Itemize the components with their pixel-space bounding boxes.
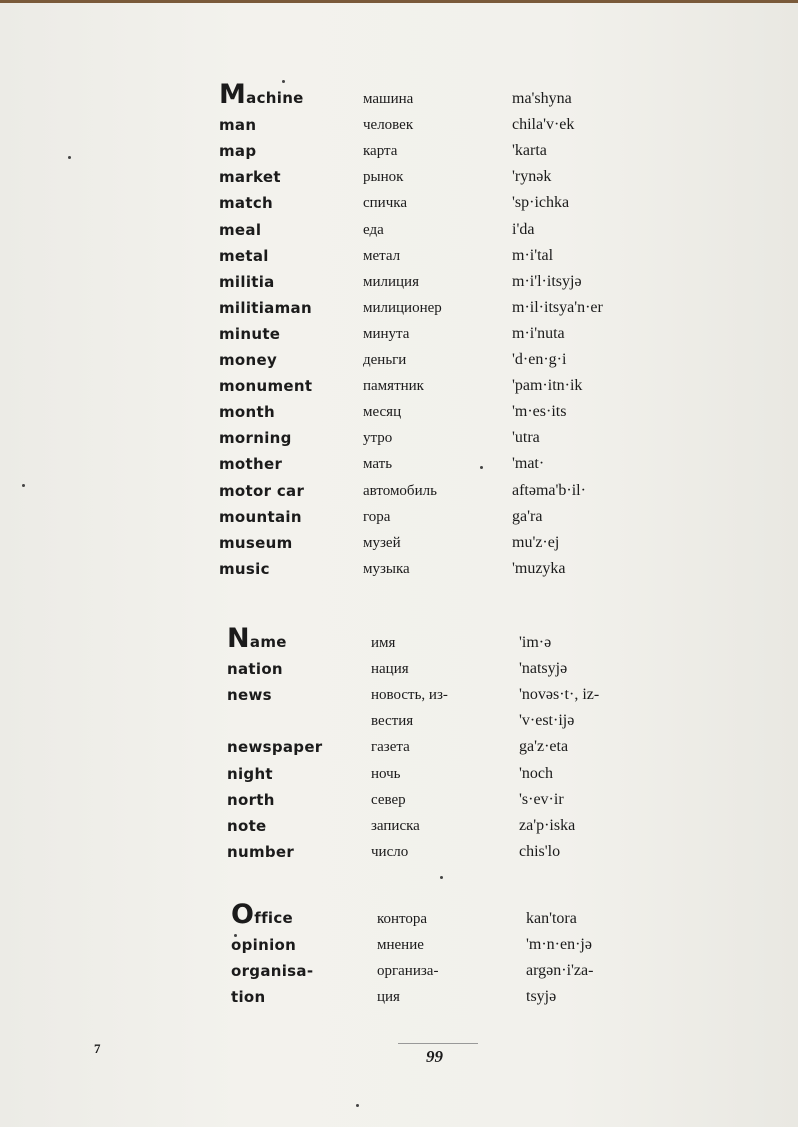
english-word: morning: [219, 429, 292, 448]
english-word: tion: [231, 988, 266, 1007]
russian-word: месяц: [363, 404, 402, 421]
russian-word: ция: [377, 989, 400, 1006]
russian-word: гора: [363, 508, 391, 525]
russian-word: деньги: [363, 352, 407, 368]
transcription: 'm·es·its: [512, 403, 567, 421]
entry-row: [0, 455, 798, 481]
section-initial-letter: O: [231, 899, 255, 930]
entry-row: [0, 247, 798, 273]
section-initial-letter: M: [219, 79, 247, 110]
russian-word: спичка: [363, 195, 407, 212]
english-word: mother: [219, 455, 283, 474]
russian-word: машина: [363, 91, 414, 107]
transcription: 'm·n·en·jə: [526, 936, 592, 954]
russian-word: рынок: [363, 169, 404, 186]
entry-row: [0, 168, 798, 194]
english-word: money: [219, 351, 278, 369]
transcription: 'sp·ichka: [512, 194, 570, 212]
entry-row: [0, 560, 798, 586]
english-word: opinion: [231, 936, 297, 955]
russian-word: музей: [363, 534, 401, 551]
entry-row: [0, 660, 798, 686]
transcription: 'muzyka: [512, 559, 566, 577]
english-word: note: [227, 816, 267, 835]
entry-row: [0, 962, 798, 988]
english-word: music: [219, 559, 270, 578]
print-speck: [356, 1104, 359, 1107]
entry-row: [0, 482, 798, 508]
entry-row: [0, 325, 798, 351]
entry-row: [0, 843, 798, 869]
english-word: number: [227, 842, 295, 861]
transcription: 'v·est·ijə: [519, 712, 575, 730]
page-number-rule: [398, 1043, 478, 1044]
english-word: north: [227, 790, 275, 809]
transcription: m·i'nuta: [512, 324, 565, 342]
entry-row: [0, 194, 798, 220]
russian-word: ночь: [371, 765, 401, 782]
english-word: [219, 81, 304, 108]
entry-row: [0, 429, 798, 455]
entry-row: [0, 791, 798, 817]
transcription: chis'lo: [519, 842, 561, 860]
russian-word: милиция: [363, 273, 419, 290]
english-word-rest: achine: [246, 89, 304, 107]
english-word: [231, 901, 293, 928]
english-word-rest: ffice: [254, 909, 294, 927]
transcription: 's·ev·ir: [519, 790, 564, 808]
transcription: ma'shyna: [512, 90, 572, 107]
english-word: meal: [219, 220, 262, 239]
english-word: [227, 625, 287, 652]
russian-word: карта: [363, 143, 398, 160]
english-word: news: [227, 686, 272, 705]
english-word: mountain: [219, 507, 302, 526]
transcription: 'rynək: [512, 168, 552, 186]
russian-word: новость, из-: [371, 687, 448, 704]
entry-row: [0, 116, 798, 142]
english-word: militia: [219, 272, 275, 291]
transcription: 'pam·itn·ik: [512, 377, 583, 395]
transcription: argən·i'za-: [526, 962, 594, 980]
transcription: chila'v·ek: [512, 116, 575, 134]
english-word: organisa-: [231, 962, 314, 981]
russian-word: милиционер: [363, 299, 442, 316]
russian-word: метал: [363, 247, 401, 264]
entry-row: [0, 712, 798, 738]
entry-row: [0, 299, 798, 325]
russian-word: еда: [363, 221, 384, 238]
entry-row: [0, 817, 798, 843]
transcription: ga'z·eta: [519, 738, 569, 756]
transcription: za'p·iska: [519, 816, 576, 834]
transcription: tsyjə: [526, 988, 557, 1006]
transcription: 'noch: [519, 764, 553, 782]
english-word: month: [219, 403, 275, 422]
russian-word: мнение: [377, 937, 424, 954]
entry-row: [0, 351, 798, 377]
english-word: monument: [219, 377, 313, 396]
english-word: nation: [227, 660, 283, 679]
english-word-rest: ame: [249, 633, 287, 651]
entry-row: [0, 988, 798, 1014]
transcription: m·i'tal: [512, 246, 554, 264]
russian-word: вестия: [371, 713, 414, 730]
entry-row: [0, 738, 798, 764]
transcription: 'd·en·g·i: [512, 351, 567, 368]
transcription: 'mat·: [512, 455, 545, 473]
transcription: mu'z·ej: [512, 533, 560, 551]
page-number: 99: [426, 1047, 443, 1066]
transcription: 'natsyjə: [519, 660, 568, 678]
russian-word: памятник: [363, 378, 424, 395]
entry-row: [0, 79, 798, 116]
margin-number: 7: [94, 1041, 101, 1056]
russian-word: север: [371, 791, 406, 808]
transcription: aftəma'b·il·: [512, 481, 586, 499]
russian-word: организа-: [377, 963, 439, 980]
english-word: minute: [219, 324, 281, 343]
english-word: map: [219, 142, 257, 161]
entry-row: [0, 623, 798, 660]
transcription: 'utra: [512, 429, 540, 447]
print-speck: [440, 876, 443, 879]
russian-word: минута: [363, 325, 410, 342]
english-word: metal: [219, 246, 269, 265]
transcription: 'karta: [512, 142, 547, 160]
english-word: night: [227, 764, 273, 783]
entry-row: [0, 273, 798, 299]
top-edge: [0, 0, 798, 3]
russian-word: человек: [363, 117, 414, 134]
entry-row: [0, 403, 798, 429]
russian-word: записка: [371, 817, 420, 834]
entry-row: [0, 508, 798, 534]
entry-row: [0, 377, 798, 403]
transcription: 'im·ə: [519, 634, 552, 651]
section-initial-letter: N: [227, 623, 250, 654]
transcription: m·i'l·itsyjə: [512, 272, 582, 290]
entry-row: [0, 765, 798, 791]
entry-row: [0, 899, 798, 936]
russian-word: число: [371, 843, 409, 860]
russian-word: контора: [377, 911, 428, 927]
english-word: match: [219, 194, 273, 213]
entry-row: [0, 221, 798, 247]
english-word: market: [219, 168, 281, 187]
russian-word: нация: [371, 661, 409, 678]
entry-row: [0, 142, 798, 168]
russian-word: утро: [363, 430, 393, 447]
entry-row: [0, 936, 798, 962]
russian-word: музыка: [363, 560, 410, 577]
english-word: museum: [219, 533, 293, 552]
russian-word: имя: [371, 635, 396, 651]
english-word: militiaman: [219, 298, 312, 317]
transcription: i'da: [512, 220, 535, 238]
russian-word: мать: [363, 456, 393, 473]
russian-word: газета: [371, 739, 410, 756]
english-word: man: [219, 116, 257, 135]
entry-row: [0, 534, 798, 560]
english-word: newspaper: [227, 738, 323, 757]
transcription: kan'tora: [526, 910, 577, 927]
russian-word: автомобиль: [363, 482, 437, 499]
transcription: 'novəs·t·, iz-: [519, 686, 600, 704]
transcription: m·il·itsya'n·er: [512, 298, 603, 316]
entry-row: [0, 686, 798, 712]
english-word: motor car: [219, 481, 305, 500]
transcription: ga'ra: [512, 507, 543, 525]
